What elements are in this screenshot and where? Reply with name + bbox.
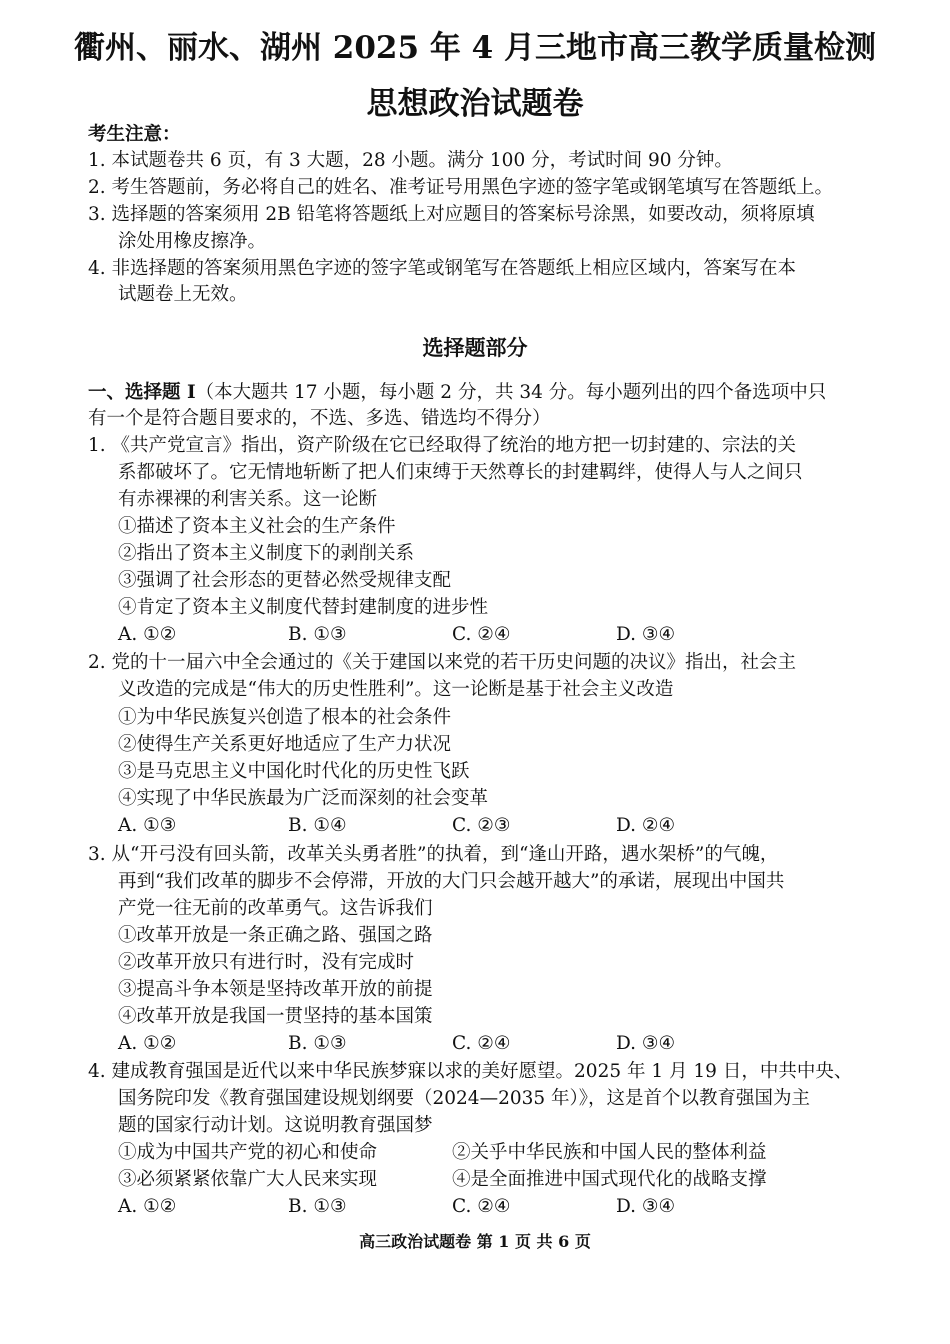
option-a: A. ①② <box>118 624 177 645</box>
option-d: D. ③④ <box>616 1196 676 1217</box>
statement-item: ①为中华民族复兴创造了根本的社会条件 <box>118 707 452 728</box>
statement-item: ②使得生产关系更好地适应了生产力状况 <box>118 734 452 755</box>
part-heading-line2: 有一个是符合题目要求的，不选、多选、错选均不得分） <box>88 408 551 429</box>
question-text: 再到“我们改革的脚步不会停滞，开放的大门只会越开越大”的承诺，展现出中国共 <box>118 871 785 892</box>
option-c: C. ②④ <box>452 624 511 645</box>
statement-item: ④改革开放是我国一贯坚持的基本国策 <box>118 1006 433 1027</box>
question-text: 义改造的完成是“伟大的历史性胜利”。这一论断是基于社会主义改造 <box>118 679 674 700</box>
option-b: B. ①③ <box>288 1033 347 1054</box>
part-heading-desc: （本大题共 17 小题，每小题 2 分，共 34 分。每小题列出的四个备选项中只 <box>195 382 827 403</box>
option-a: A. ①③ <box>118 815 177 836</box>
question-text: 题的国家行动计划。这说明教育强国梦 <box>118 1115 433 1136</box>
option-c: C. ②③ <box>452 815 511 836</box>
option-b: B. ①③ <box>288 1196 347 1217</box>
question-text: 系都破坏了。它无情地斩断了把人们束缚于天然尊长的封建羁绊，使得人与人之间只 <box>118 462 803 483</box>
notice-item: 4. 非选择题的答案须用黑色字迹的签字笔或钢笔写在答题纸上相应区域内，答案写在本 <box>88 258 797 279</box>
option-c: C. ②④ <box>452 1033 511 1054</box>
statement-item: ③提高斗争本领是坚持改革开放的前提 <box>118 979 433 1000</box>
question-text: 3. 从“开弓没有回头箭，改革关头勇者胜”的执着，到“逢山开路，遇水架桥”的气魄， <box>88 844 779 865</box>
option-b: B. ①④ <box>288 815 347 836</box>
option-d: D. ③④ <box>616 1033 676 1054</box>
statement-item: ①描述了资本主义社会的生产条件 <box>118 516 396 537</box>
statement-item: ③必须紧紧依靠广大人民来实现 <box>118 1169 378 1190</box>
notice-item: 2. 考生答题前，务必将自己的姓名、准考证号用黑色字迹的签字笔或钢笔填写在答题纸上。 <box>88 177 834 198</box>
question-text: 产党一往无前的改革勇气。这告诉我们 <box>118 898 433 919</box>
question-text: 有赤裸裸的利害关系。这一论断 <box>118 489 378 510</box>
option-a: A. ①② <box>118 1033 177 1054</box>
statement-item: ④肯定了资本主义制度代替封建制度的进步性 <box>118 597 489 618</box>
statement-item: ②改革开放只有进行时，没有完成时 <box>118 952 415 973</box>
notice-item-cont: 试题卷上无效。 <box>118 284 248 305</box>
section-title: 选择题部分 <box>422 335 528 360</box>
notice-item: 1. 本试题卷共 6 页，有 3 大题，28 小题。满分 100 分，考试时间 90 分钟。 <box>88 150 733 171</box>
part-heading <box>88 384 826 403</box>
page-footer: 高三政治试题卷 第 1 页 共 6 页 <box>359 1232 591 1251</box>
notice-item-cont: 涂处用橡皮擦净。 <box>118 231 267 252</box>
statement-item: ④实现了中华民族最为广泛而深刻的社会变革 <box>118 788 489 809</box>
option-d: D. ②④ <box>616 815 676 836</box>
question-text: 1. 《共产党宣言》指出，资产阶级在它已经取得了统治的地方把一切封建的、宗法的关 <box>88 435 797 456</box>
statement-item: ③强调了社会形态的更替必然受规律支配 <box>118 570 452 591</box>
statement-item: ③是马克思主义中国化时代化的历史性飞跃 <box>118 761 470 782</box>
statement-item: ①成为中国共产党的初心和使命 <box>118 1142 378 1163</box>
option-b: B. ①③ <box>288 624 347 645</box>
notice-item: 3. 选择题的答案须用 2B 铅笔将答题纸上对应题目的答案标号涂黑，如要改动，须将原填 <box>88 204 815 225</box>
option-a: A. ①② <box>118 1196 177 1217</box>
statement-item: ②关乎中华民族和中国人民的整体利益 <box>452 1142 767 1163</box>
exam-subtitle: 思想政治试题卷 <box>366 86 584 122</box>
statement-item: ④是全面推进中国式现代化的战略支撑 <box>452 1169 767 1190</box>
option-d: D. ③④ <box>616 624 676 645</box>
question-text: 国务院印发《教育强国建设规划纲要（2024—2035 年）》，这是首个以教育强国为主 <box>118 1088 811 1109</box>
option-c: C. ②④ <box>452 1196 511 1217</box>
part-heading-label: 一、选择题 I <box>88 382 196 403</box>
statement-item: ①改革开放是一条正确之路、强国之路 <box>118 925 433 946</box>
exam-title: 衢州、丽水、湖州 2025 年 4 月三地市高三教学质量检测 <box>73 30 877 66</box>
statement-item: ②指出了资本主义制度下的剥削关系 <box>118 543 415 564</box>
question-text: 2. 党的十一届六中全会通过的《关于建国以来党的若干历史问题的决议》指出，社会主 <box>88 652 797 673</box>
notice-heading: 考生注意： <box>88 124 181 145</box>
question-text: 4. 建成教育强国是近代以来中华民族梦寐以求的美好愿望。2025 年 1 月 19 日，中共中央、 <box>88 1061 853 1082</box>
